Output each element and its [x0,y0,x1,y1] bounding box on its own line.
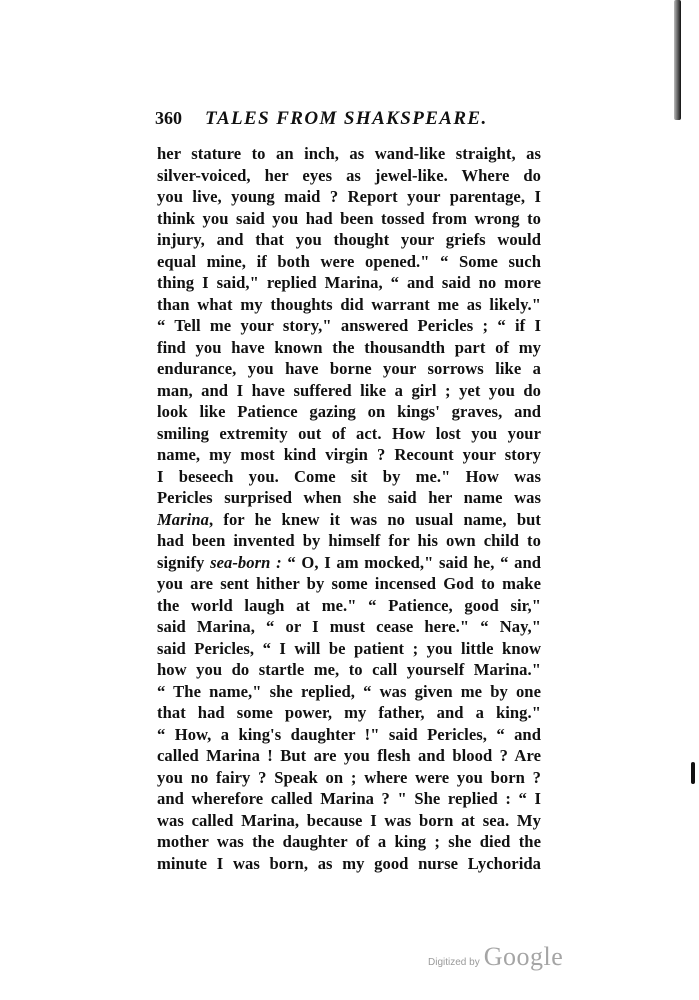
page-number: 360 [155,108,182,128]
text-fragment: , for he knew it was no usual name, but [208,509,541,529]
text-line: find you have known the thousandth part of my [157,337,541,357]
text-fragment: signify [157,552,211,572]
text-line: equal mine, if both were opened." “ Some such [157,251,541,271]
text-line: look like Patience gazing on kings' graves, and [157,402,541,421]
text-body [157,143,541,874]
text-line: the world laugh at me." “ Patience, good sir," [157,595,541,615]
text-line: think you said you had been tossed from wrong to [157,208,541,228]
page-edge-shadow [674,0,681,120]
text-line: thing I said," replied Marina, “ and said no more [157,273,541,292]
text-line: endurance, you have borne your sorrows like a [157,359,541,378]
digitized-watermark [428,942,563,972]
text-line: you no fairy ? Speak on ; where were you born ? [157,767,541,787]
text-line: injury, and that you thought your griefs would [157,230,541,249]
text-line-mixed [157,509,541,531]
running-head [155,108,542,134]
text-line: “ The name," she replied, “ was given me by one [157,681,541,701]
text-line: her stature to an inch, as wand-like straight, as [157,144,541,163]
text-line: Pericles surprised when she said her name was [157,488,541,507]
text-line: said Marina, “ or I must cease here." “ Nay," [157,617,541,636]
google-logo: Google [483,942,564,971]
text-line: than what my thoughts did warrant me as likely." [157,294,541,314]
text-fragment: “ O, I am mocked," said he, “ and [281,552,541,572]
italic-word: Marina [157,509,209,529]
text-line: “ How, a king's daughter !" said Pericles, “ and [157,724,541,744]
text-line: smiling extremity out of act. How lost you your [157,423,541,443]
page-edge-mark [691,762,695,784]
text-line: that had some power, my father, and a king." [157,703,541,722]
text-line: had been invented by himself for his own child to [157,531,541,550]
text-line: “ Tell me your story," answered Pericles ; “ if I [157,316,541,335]
text-line: said Pericles, “ I will be patient ; you little know [157,638,541,658]
text-line-mixed [157,552,541,574]
text-line: and wherefore called Marina ? " She replied : “ I [157,789,541,808]
text-line: called Marina ! But are you flesh and blood ? Are [157,746,541,765]
italic-word: sea-born : [210,552,282,572]
text-line: you are sent hither by some incensed God to make [157,574,541,593]
text-line: man, and I have suffered like a girl ; yet you do [157,380,541,400]
text-line: minute I was born, as my good nurse Lychorida [157,853,541,873]
text-line: was called Marina, because I was born at sea. My [157,810,541,830]
text-line: you live, young maid ? Report your parentage, I [157,187,541,206]
text-line: how you do startle me, to call yourself Marina." [157,660,541,679]
digitized-label: Digitized by [428,957,480,968]
text-line: I beseech you. Come sit by me." How was [157,466,541,486]
running-title: TALES FROM SHAKSPEARE. [205,108,488,129]
text-line: name, my most kind virgin ? Recount your story [157,445,541,464]
text-line: silver-voiced, her eyes as jewel-like. Where do [157,165,541,185]
text-line: mother was the daughter of a king ; she died the [157,832,541,851]
